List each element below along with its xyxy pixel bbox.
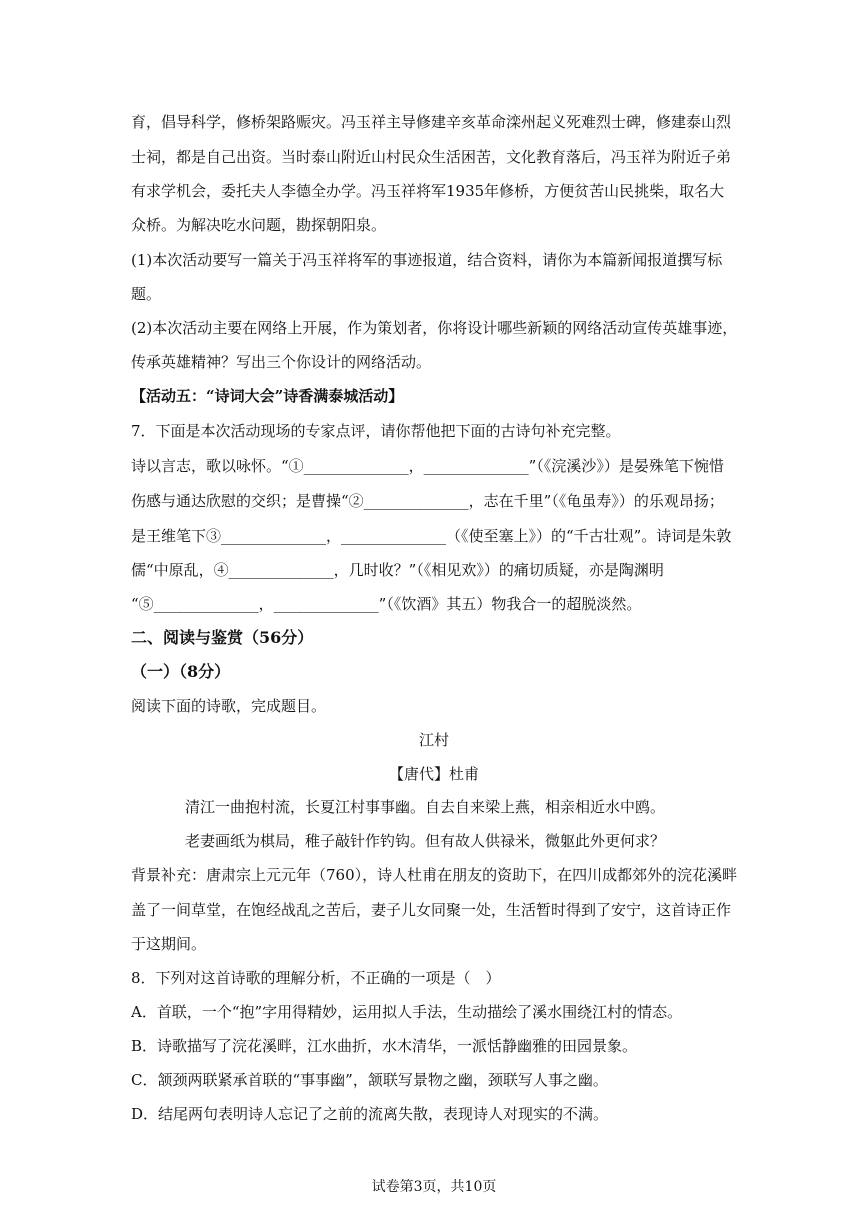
question-7-line-2: 伤感与通达欣慰的交织；是曹操“②______________，志在千里”（《龟虽寿》）的乐观昂扬；: [131, 492, 724, 510]
intro-line-3: 有求学机会，委托夫人李德全办学。冯玉祥将军1935年修桥，方便贫苦山民挑柴，取名大: [131, 182, 725, 200]
question-7-line-1: 诗以言志，歌以咏怀。“①______________，______________”（《浣溪沙》）是晏殊笔下惋惜: [131, 457, 724, 475]
question-7-line-5: “⑤______________，______________”（《饮酒》其五）物我合一的超脱淡然。: [131, 595, 642, 613]
option-d: D．结尾两句表明诗人忘记了之前的流离失散，表现诗人对现实的不满。: [131, 1105, 609, 1123]
question-7-stem: 7．下面是本次活动现场的专家点评，请你帮他把下面的古诗句补充完整。: [131, 422, 621, 440]
question-6-2-line-2: 传承英雄精神？写出三个你设计的网络活动。: [131, 353, 432, 371]
poem-author: 【唐代】杜甫: [388, 765, 479, 783]
question-7-line-3: 是王维笔下③______________，______________（《使至塞上》）的“千古壮观”。诗词是朱敦: [131, 527, 732, 545]
option-c: C．颔颈两联紧承首联的“事事幽”，颔联写景物之幽，颈联写人事之幽。: [131, 1071, 608, 1089]
question-8-stem: 8．下列对这首诗歌的理解分析，不正确的一项是（ ）: [131, 969, 501, 987]
page-footer: 试卷第3页，共10页: [371, 1179, 497, 1195]
intro-line-1: 育，倡导科学，修桥架路赈灾。冯玉祥主导修建辛亥革命滦州起义死难烈士碑，修建泰山烈: [131, 113, 732, 131]
poem-title: 江村: [418, 731, 449, 749]
option-b: B．诗歌描写了浣花溪畔，江水曲折，水木清华，一派恬静幽雅的田园景象。: [131, 1037, 638, 1055]
question-6-2-line-1: (2)本次活动主要在网络上开展，作为策划者，你将设计哪些新颖的网络活动宣传英雄事迹，: [131, 319, 738, 337]
activity-5-heading: 【活动五：“诗词大会”诗香满泰城活动】: [131, 387, 404, 405]
background-line-2: 盖了一间草堂，在饱经战乱之苦后，妻子儿女同聚一处，生活暂时得到了安宁，这首诗正作: [131, 901, 732, 919]
intro-line-4: 众桥。为解决吃水问题，勘探朝阳泉。: [131, 216, 387, 234]
part-1-heading: （一）（8分）: [131, 662, 231, 681]
intro-line-2: 士祠，都是自己出资。当时泰山附近山村民众生活困苦，文化教育落后，冯玉祥为附近子弟: [131, 148, 732, 166]
poem-line-1: 清江一曲抱村流，长夏江村事事幽。自去自来梁上燕，相亲相近水中鸥。: [185, 798, 666, 816]
background-line-1: 背景补充：唐肃宗上元元年（760），诗人杜甫在朋友的资助下，在四川成都郊外的浣花溪畔: [131, 866, 738, 884]
section-2-heading: 二、阅读与鉴赏（56分）: [131, 628, 314, 647]
poem-line-2: 老妻画纸为棋局，稚子敲针作钓钩。但有故人供禄米，微躯此外更何求？: [185, 832, 666, 850]
question-6-1-line-1: (1)本次活动要写一篇关于冯玉祥将军的事迹报道，结合资料，请你为本篇新闻报道撰写标: [131, 251, 723, 269]
background-line-3: 于这期间。: [131, 935, 207, 953]
question-6-1-line-2: 题。: [131, 285, 162, 303]
option-a: A．首联，一个“抱”字用得精妙，运用拟人手法，生动描绘了溪水围绕江村的情态。: [131, 1003, 683, 1021]
reading-instruction: 阅读下面的诗歌，完成题目。: [131, 697, 327, 715]
question-7-line-4: 儒“中原乱，④______________，几时收？”（《相见欢》）的痛切质疑，亦是陶渊明: [131, 561, 664, 579]
